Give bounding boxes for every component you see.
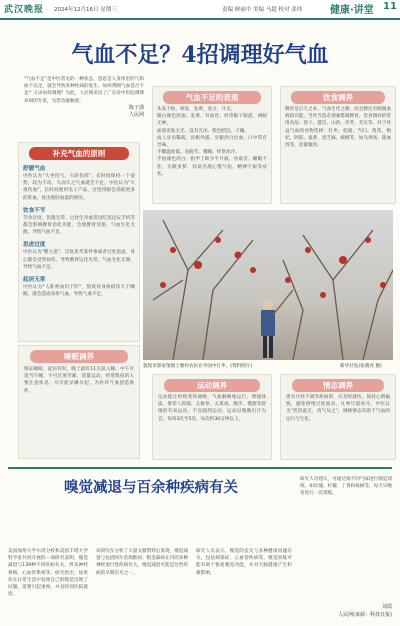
principles-list bbox=[23, 164, 135, 298]
principles-panel bbox=[18, 142, 140, 342]
principle-title: 舒缓气血 bbox=[23, 166, 46, 172]
article2-col2: 该研究在分析了大量文献资料后发现，嗅觉减退与包括阿尔茨海默病、帕金森病在内的多种神经退行性疾病有关，嗅觉减退可能是这些疾病的早期信号之一。 bbox=[96, 549, 188, 576]
article2-col1: 美国加州大学尔湾分校和美国丰塔大学科学家共同开展的一项研究表明，嗅觉减退与139种不同疾病有关，涉及神经系统、心血管系统等。研究指出，如果你在日常生活中发现自己的嗅觉出现了问题，需要引起重视，并及时到医院就诊。 bbox=[8, 549, 88, 598]
editor-credits: 责编 鲜丽中 美编 马超 校对 张炜 bbox=[222, 7, 303, 13]
intro-text: "气血不足"是中医常见的一种状态，意思是人身体里的气和血不充足，就会导致各种疾病的发生。如何判断气血是否不足？又该如何调理？为此，人民网采访了广东省中医院调理养研的专家，为您答疑解惑。 bbox=[24, 77, 144, 104]
principle-title: 饮食不节 bbox=[23, 207, 46, 214]
principle-text: 中医认为"脾主思"，反复思考某件事或者过度思虑，身心都会受到损伤，导致脾胃运化失常，气血生化无源，导致气血不足。 bbox=[23, 250, 135, 270]
symptom-item: 眼白颜色浑浊、发黄、有血丝、经常眼干眼涩、两眼无神。 bbox=[157, 114, 267, 127]
intro-author: 陈子潇 bbox=[128, 104, 144, 111]
principle-title: 起居无常 bbox=[23, 277, 46, 284]
diet-panel bbox=[280, 86, 396, 204]
article2-col3: 研究人员表示，嗅觉的丧失与多种健康问题有关，包括抑郁症、心血管疾病等。嗅觉训练可能有助于恢复嗅觉功能，并对大脑健康产生积极影响。 bbox=[196, 549, 292, 576]
principles-heading: 补充气血的原则 bbox=[29, 147, 129, 160]
section-divider bbox=[8, 467, 392, 469]
emotion-heading: 情志调养 bbox=[292, 379, 384, 392]
symptoms-heading: 气血不足的表现 bbox=[163, 91, 261, 104]
farmer-figure bbox=[261, 290, 293, 358]
article2-title: 嗅觉减退与百余种疾病有关 bbox=[64, 479, 238, 496]
diet-text: 脾胃是后天之本，气血生化之源。而且脾还有统摄血液的功能，当作当选必须素搭调脾胃。饮食调养的常用食品：莲子、薏苡、山药、茯苓、芡实等，对于补益气血的食物选择：红枣、桂圆、当归、黄芪、枸杞、阿胶、桑葚、黑芝麻、核桃等，如乌鸡汤、猪血汤等，适量服用。 bbox=[285, 107, 391, 149]
sleep-heading: 睡眠调养 bbox=[30, 350, 128, 363]
main-title: 气血不足？4招调理好气血 bbox=[71, 42, 329, 68]
symptom-item: 手脚温度低、易疲劳、嗜睡、经常冰冷。 bbox=[157, 150, 240, 156]
intro-block bbox=[24, 76, 144, 119]
issue-date: 2024年12月16日 星期三 bbox=[54, 7, 117, 13]
symptom-item: 面部皮肤无光、没有光泽、脸色暗沉、干燥。 bbox=[157, 128, 249, 134]
page-number: 11 bbox=[383, 1, 397, 12]
principle-title: 思虑过度 bbox=[23, 242, 46, 249]
intro-source: 人民网 bbox=[128, 111, 144, 118]
symptom-item: 头发干枯、掉发、发黄、发白、开叉。 bbox=[157, 107, 236, 112]
emotion-text: 患有月经不调等疾病的，应及时就医。保持心情愉悦，避免情绪过度波动，凡事尽量看开。中医认为"恬淡虚无，真气从之"，调畅情志有助于气血的运行与生化。 bbox=[286, 395, 390, 422]
symptom-item: 手指颜色淡白、指甲上缺少半月痕、食欲差、睡眠不佳、失眠多梦、容易出现心慌气短、精神不振等症状。 bbox=[157, 157, 267, 177]
sleep-text: 保证睡眠，起居有时，晚上最好11点前入睡，中午可适当午睡，不可过度劳累，适量运动，经常熬夜的人要注意休息，尽可能早睡早起，为补养气血创造条件。 bbox=[24, 367, 134, 394]
emotion-panel bbox=[280, 374, 396, 460]
photo-caption: 敦煌市郭家堡镇土塘村农民在枣园中打枣。(资料照片) bbox=[143, 364, 253, 369]
photo-credit: 新华社发(张晓亮 摄) bbox=[340, 364, 382, 369]
article2-source: 人民网(来源：科技日报) bbox=[338, 612, 392, 618]
principle-text: 中医认为"人卧则血归于肝"，熬夜对身体损伤大于睡眠，就会造成身体气血，导致气血不足。 bbox=[23, 285, 135, 298]
diet-heading: 饮食调养 bbox=[291, 91, 385, 104]
symptom-item: 成人牙齿稀疏、齿根外露、牙龈淡白出血、口中常有异味。 bbox=[157, 135, 267, 149]
exercise-text: 运动能让经络变得通畅，气血顺畅地运行，增强体质。推荐八段锦、太极拳、五禽戏、散步、慢跑等舒缓的有氧运动，不宜剧烈运动，运动以微微出汗为宜，每周3次至5次，每次约30分钟以上。 bbox=[158, 395, 266, 422]
principle-text: 节食过度、饥饱无常、过食生冷或者边吃饭边玩手机等都会影响脾胃消化功能，会使脾胃受损，气血生化无源，导致气血不足。 bbox=[23, 215, 135, 236]
sleep-panel bbox=[18, 345, 140, 459]
exercise-heading: 运动调养 bbox=[164, 379, 260, 392]
orchard-illustration bbox=[143, 210, 393, 360]
article2-author: 刘霞 bbox=[381, 604, 392, 610]
symptoms-panel bbox=[152, 86, 272, 204]
masthead: 武汉晚报 bbox=[4, 5, 45, 15]
section-name: 健康·讲堂 bbox=[330, 5, 374, 16]
article2-col4: 研究人员建议，可通过闻不同气味进行嗅觉训练，如玫瑰、柠檬、丁香和桉树等，每天早晚各进行一次训练。 bbox=[300, 477, 392, 497]
jujube-harvest-photo bbox=[143, 210, 393, 360]
exercise-panel bbox=[152, 374, 272, 460]
principle-text: 中医认为"久坐伤气、久卧伤肉"，长时间保持一个姿势，较为不动，久而久之气血就会不足。中医认为"久视伤血"，长时间使用电子产品、过度用眼会消耗更多的肝血，易出现肝血虚的情况。 bbox=[23, 174, 135, 201]
